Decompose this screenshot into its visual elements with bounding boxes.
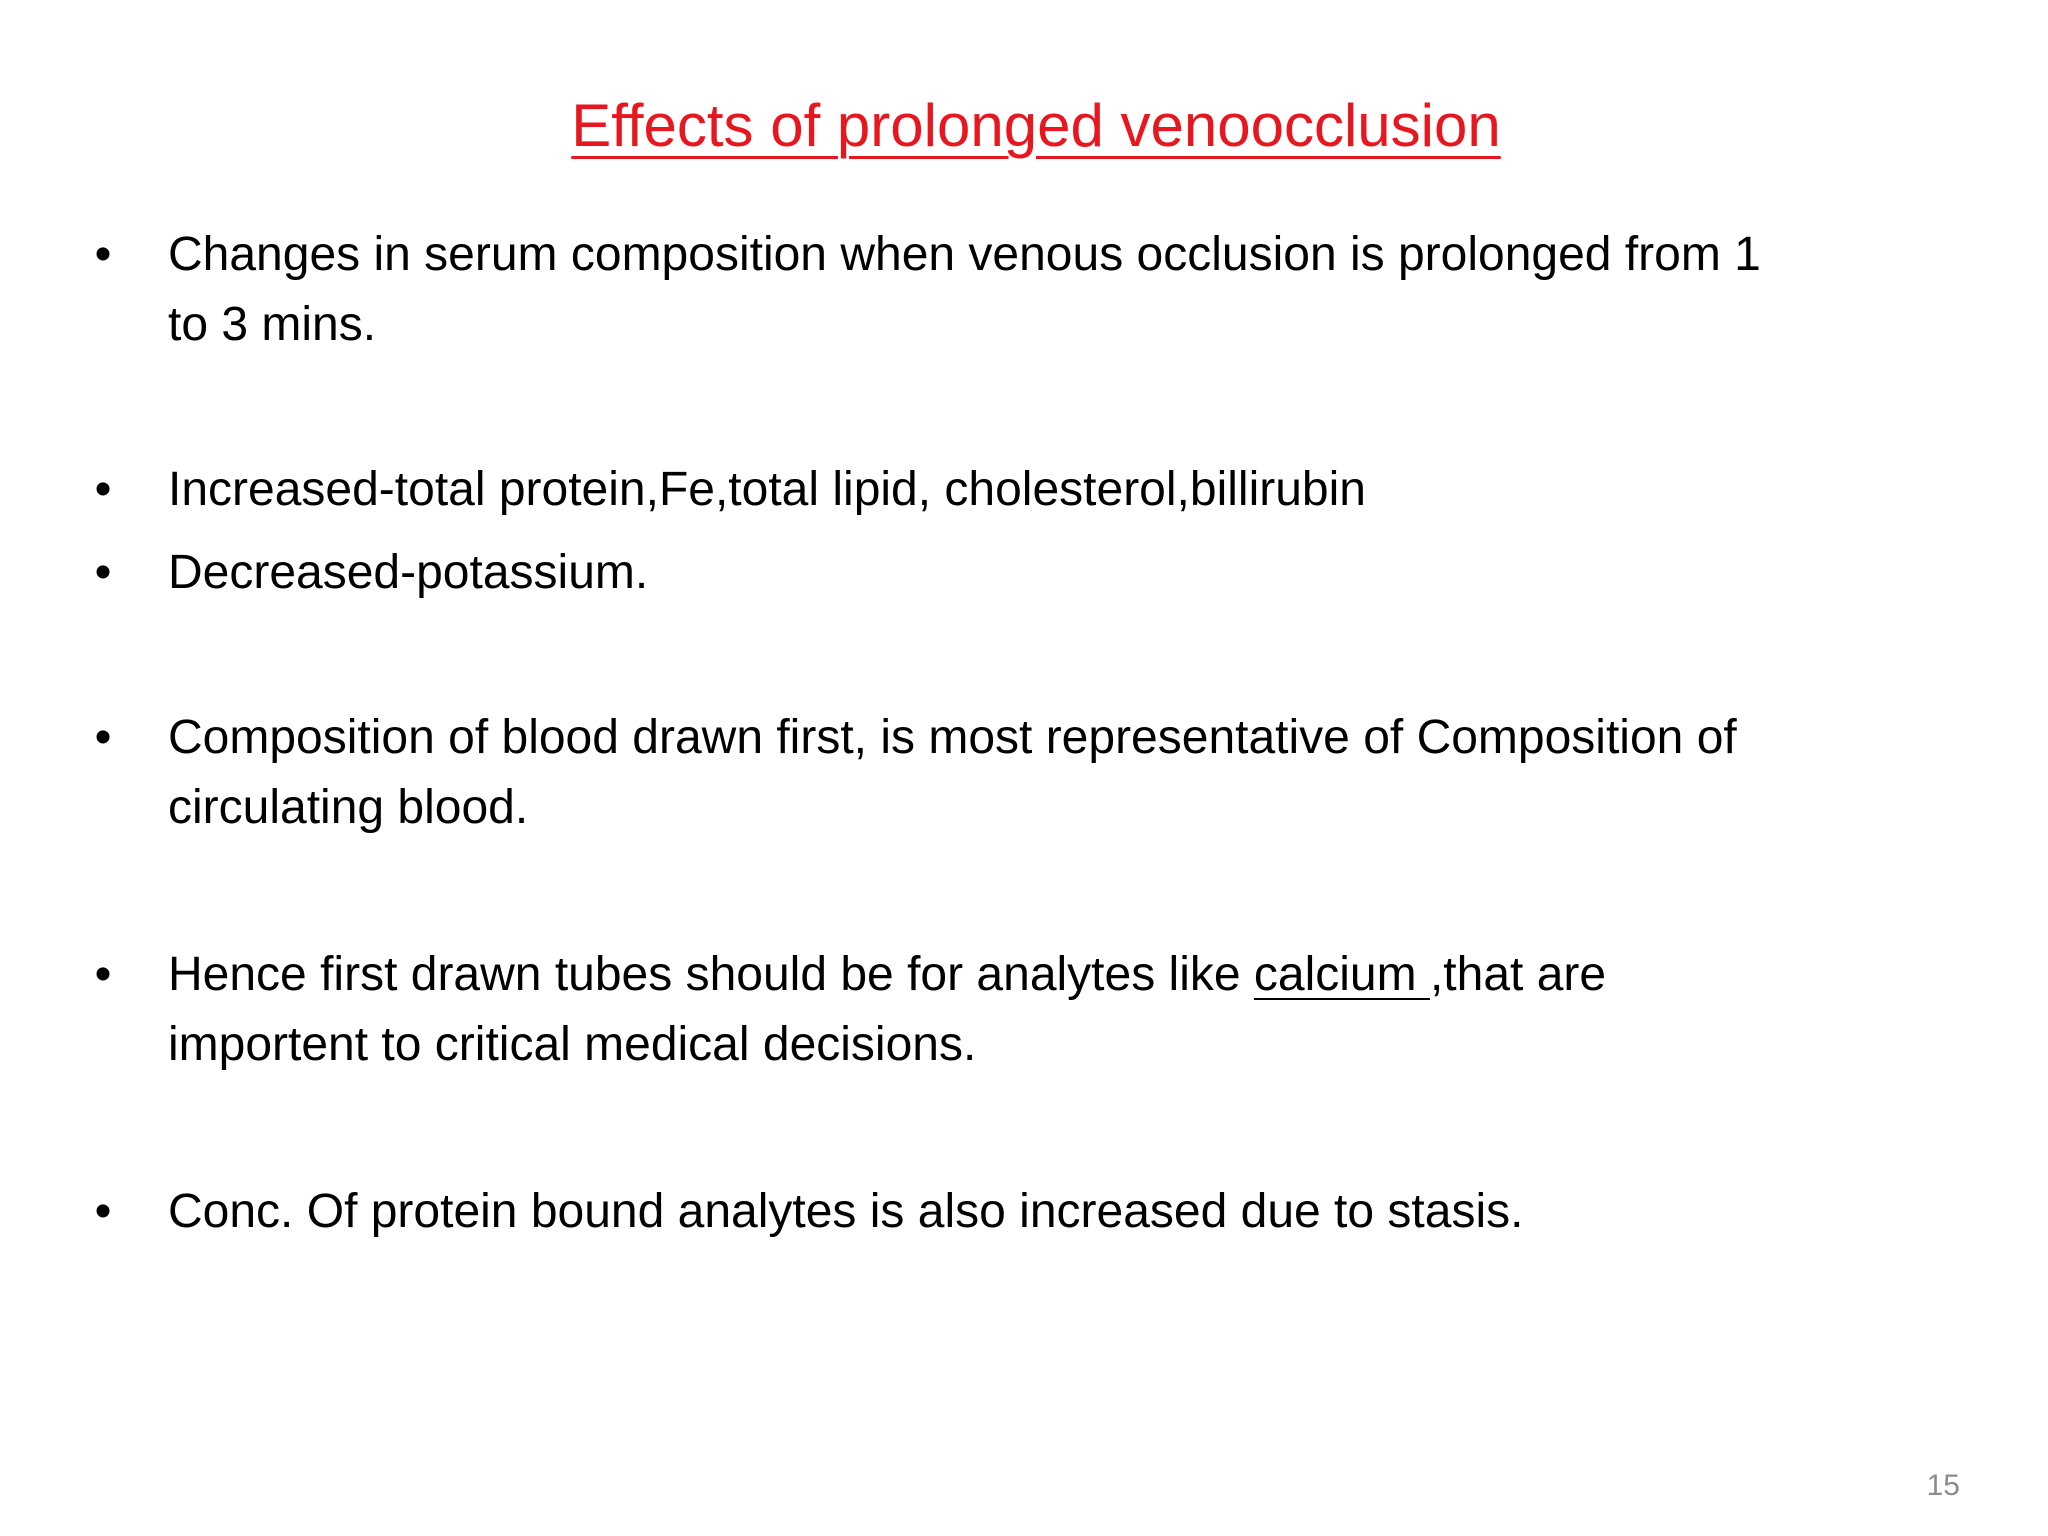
bullet-text (168, 703, 2028, 843)
bullet-dot-icon: • (94, 711, 112, 764)
bullet-text (168, 1177, 2028, 1247)
bullet-text (168, 455, 2028, 525)
bullet-line: to 3 mins. (168, 298, 377, 351)
page-number: 15 (1926, 1469, 1960, 1502)
bullet-dot-icon: • (94, 948, 112, 1001)
bullet-line: Changes in serum composition when venous occlusion is prolonged from 1 (168, 228, 1761, 281)
bullet-line: circulating blood. (168, 781, 529, 834)
bullet-text (168, 940, 2028, 1080)
bullet-line: importent to critical medical decisions. (168, 1018, 977, 1071)
bullet-line-part: Hence first drawn tubes should be for analytes like (168, 948, 1254, 1001)
bullet-line: Composition of blood drawn first, is most representative of Composition of (168, 711, 1737, 764)
bullet-line-part: ,that are (1429, 948, 1607, 1001)
bullet-line: Increased-total protein,Fe,total lipid, cholesterol,billirubin (168, 463, 1366, 516)
bullet-text (168, 538, 2028, 608)
bullet-text (168, 220, 2028, 360)
bullet-line: Conc. Of protein bound analytes is also increased due to stasis. (168, 1185, 1524, 1238)
slide-title: Effects of prolonged venoocclusion (571, 92, 1501, 159)
bullet-dot-icon: • (94, 1185, 112, 1238)
bullet-dot-icon: • (94, 228, 112, 281)
bullet-dot-icon: • (94, 463, 112, 516)
underlined-term-calcium: calcium (1253, 948, 1430, 1001)
bullet-dot-icon: • (94, 546, 112, 599)
bullet-line: Decreased-potassium. (168, 546, 649, 599)
